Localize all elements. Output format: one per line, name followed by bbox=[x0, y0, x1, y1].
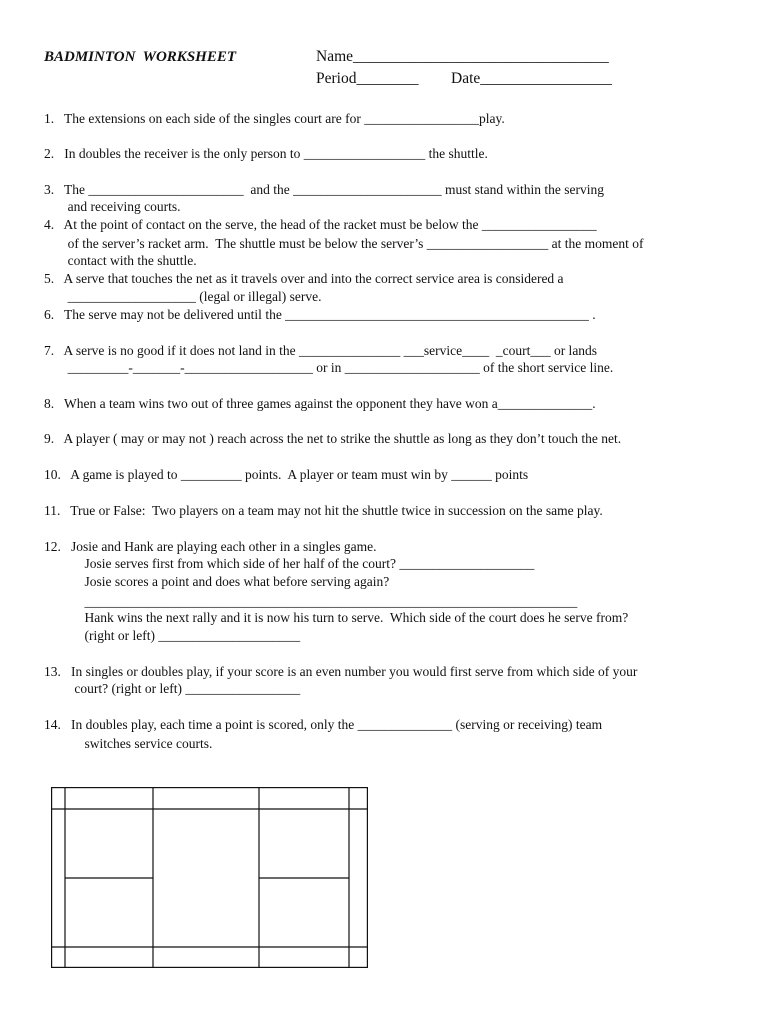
question-7: 7. A serve is no good if it does not land in the _______________ ___service____ _court___ or lands bbox=[44, 343, 598, 358]
question-12c: Hank wins the next rally and it is now his turn to serve. Which side of the court does he serve from? bbox=[44, 610, 629, 625]
question-3: 3. The _______________________ and the ______________________ must stand within the serving bbox=[44, 182, 604, 197]
worksheet-title: BADMINTON WORKSHEET bbox=[44, 49, 236, 65]
question-12a: Josie serves first from which side of her half of the court? ____________________ bbox=[44, 556, 535, 571]
question-4-cont: contact with the shuttle. bbox=[44, 253, 197, 268]
question-14: 14. In doubles play, each time a point is scored, only the ______________ (serving or receiving) team bbox=[44, 717, 603, 732]
question-12b-blank: _________________________________________________________________________ bbox=[44, 594, 578, 609]
date-field[interactable] bbox=[451, 70, 612, 88]
question-3-cont: and receiving courts. bbox=[44, 199, 181, 214]
question-14-cont: switches service courts. bbox=[44, 736, 213, 751]
question-10: 10. A game is played to _________ points. A player or team must win by ______ points bbox=[44, 467, 529, 482]
question-4-cont: of the server’s racket arm. The shuttle must be below the server’s __________________ at the moment of bbox=[44, 236, 644, 251]
question-13: 13. In singles or doubles play, if your score is an even number you would first serve from which side of your bbox=[44, 664, 638, 679]
period-field[interactable] bbox=[316, 70, 418, 88]
name-blank[interactable]: _________________________________ bbox=[353, 48, 609, 65]
question-7-cont: _________-_______-___________________ or in ____________________ of the short service line. bbox=[44, 360, 614, 375]
name-field[interactable] bbox=[316, 48, 609, 66]
period-label: Period bbox=[316, 70, 357, 87]
question-5: 5. A serve that touches the net as it travels over and into the correct service area is considered a bbox=[44, 271, 564, 286]
question-4: 4. At the point of contact on the serve, the head of the racket must be below the _________________ bbox=[44, 217, 597, 232]
period-blank[interactable]: ________ bbox=[356, 70, 419, 87]
name-label: Name bbox=[316, 48, 354, 65]
question-5-cont: ___________________ (legal or illegal) serve. bbox=[44, 289, 322, 304]
question-13-cont: court? (right or left) _________________ bbox=[44, 681, 301, 696]
badminton-court-diagram bbox=[51, 787, 368, 968]
question-11: 11. True or False: Two players on a team may not hit the shuttle twice in succession on the same play. bbox=[44, 503, 603, 518]
question-6: 6. The serve may not be delivered until the _____________________________________________ . bbox=[44, 307, 596, 322]
question-9: 9. A player ( may or may not ) reach across the net to strike the shuttle as long as they don’t touch the net. bbox=[44, 431, 622, 446]
question-12b: Josie scores a point and does what before serving again? bbox=[44, 574, 390, 589]
question-2: 2. In doubles the receiver is the only person to __________________ the shuttle. bbox=[44, 146, 488, 161]
question-8: 8. When a team wins two out of three games against the opponent they have won a______________. bbox=[44, 396, 596, 411]
question-12: 12. Josie and Hank are playing each other in a singles game. bbox=[44, 539, 377, 554]
date-blank[interactable]: _________________ bbox=[480, 70, 613, 87]
question-12c-cont: (right or left) _____________________ bbox=[44, 628, 301, 643]
date-label: Date bbox=[451, 70, 481, 87]
question-1: 1. The extensions on each side of the singles court are for _________________play. bbox=[44, 111, 505, 126]
